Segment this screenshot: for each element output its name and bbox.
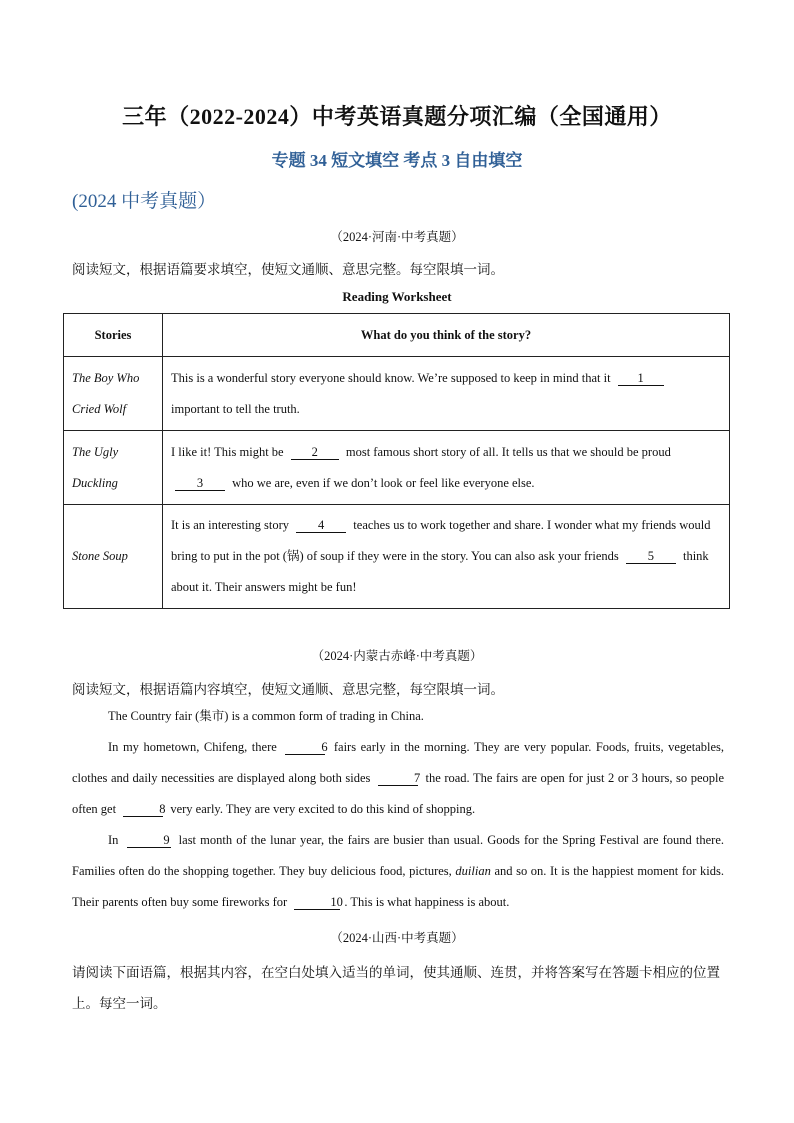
story-opinion: This is a wonderful story everyone should know. We’re supposed to keep in mind that it 1 important to tell the truth. bbox=[163, 357, 730, 431]
answer-blank[interactable]: 2 bbox=[291, 445, 339, 460]
answer-blank[interactable]: 9 bbox=[127, 833, 171, 848]
paragraph: In 9 last month of the lunar year, the fairs are busier than usual. Goods for the Spring Festival are found there. Families often do the shopping together. They buy delicious food, pictures, duilian and so on. It is the happiest moment for kids. Their parents often buy some fireworks for 10 . This is what happiness is about. bbox=[72, 833, 725, 909]
answer-blank[interactable]: 4 bbox=[296, 518, 346, 533]
answer-blank[interactable]: 6 bbox=[285, 740, 325, 755]
worksheet-title: Reading Worksheet bbox=[342, 289, 452, 304]
answer-blank[interactable]: 10 bbox=[294, 895, 340, 910]
story-name: The Ugly Duckling bbox=[64, 431, 163, 505]
q2-passage bbox=[72, 701, 724, 918]
document-title: 三年（2022-2024）中考英语真题分项汇编（全国通用） bbox=[122, 104, 672, 129]
story-opinion: I like it! This might be 2 most famous short story of all. It tells us that we should be proud 3 who we are, even if we don’t look or feel like everyone else. bbox=[163, 431, 730, 505]
paragraph: The Country fair (集市) is a common form of trading in China. bbox=[108, 709, 424, 723]
answer-blank[interactable]: 3 bbox=[175, 476, 225, 491]
paragraph: In my hometown, Chifeng, there 6 fairs early in the morning. They are very popular. Foods, fruits, vegetables, clothes and daily necessities are displayed along both sides 7 the road. The fairs are open for just 2 or 3 hours, so people often get 8 very early. They are very excited to do this kind of shopping. bbox=[72, 740, 725, 816]
table-header-row bbox=[64, 314, 730, 357]
reading-worksheet-table bbox=[63, 313, 730, 609]
story-name: Stone Soup bbox=[64, 505, 163, 609]
table-row bbox=[64, 431, 730, 505]
answer-blank[interactable]: 7 bbox=[378, 771, 418, 786]
table-row bbox=[64, 357, 730, 431]
section-heading: (2024 中考真题） bbox=[72, 191, 217, 212]
answer-blank[interactable]: 5 bbox=[626, 549, 676, 564]
story-name: The Boy Who Cried Wolf bbox=[64, 357, 163, 431]
answer-blank[interactable]: 1 bbox=[618, 371, 664, 386]
col-opinion-header: What do you think of the story? bbox=[163, 314, 730, 357]
q3-source: （2024·山西·中考真题） bbox=[330, 931, 464, 945]
table-row bbox=[64, 505, 730, 609]
story-opinion: It is an interesting story 4 teaches us to work together and share. I wonder what my friends would bring to put in the pot (锅) of soup if they were in the story. You can also ask your friends 5 think about it. Their answers might be fun! bbox=[163, 505, 730, 609]
q1-instruction: 阅读短文，根据语篇要求填空，使短文通顺、意思完整。每空限填一词。 bbox=[72, 262, 504, 277]
col-stories-header: Stories bbox=[64, 314, 163, 357]
answer-blank[interactable]: 8 bbox=[123, 802, 163, 817]
q1-source: （2024·河南·中考真题） bbox=[330, 230, 464, 244]
document-subtitle: 专题 34 短文填空 考点 3 自由填空 bbox=[271, 151, 523, 170]
q3-instruction: 请阅读下面语篇，根据其内容，在空白处填入适当的单词，使其通顺、连贯，并将答案写在答题卡相应的位置上。每空一词。 bbox=[72, 965, 720, 1011]
q2-instruction: 阅读短文，根据语篇内容填空，使短文通顺、意思完整，每空限填一词。 bbox=[72, 682, 504, 697]
q2-source: （2024·内蒙古赤峰·中考真题） bbox=[311, 649, 483, 663]
